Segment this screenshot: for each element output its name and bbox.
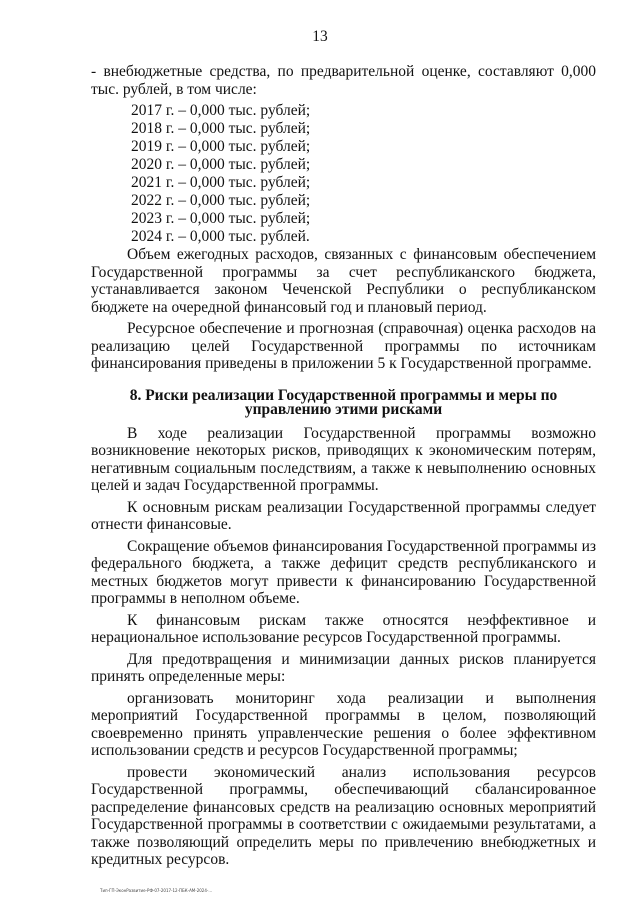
list-item: 2022 г. – 0,000 тыс. рублей;: [131, 192, 311, 209]
paragraph: К основным рискам реализации Государственной программы следует отнести финансовые.: [91, 498, 596, 533]
page-number: 13: [312, 28, 328, 45]
paragraph: Для предотвращения и минимизации данных рисков планируется принять определенные меры:: [91, 650, 596, 685]
list-item: 2017 г. – 0,000 тыс. рублей;: [131, 102, 311, 119]
document-body: [91, 63, 596, 873]
section-heading: 8. Риски реализации Государственной программы и меры по управлению этими рисками: [129, 386, 558, 418]
year-list: [91, 102, 596, 246]
paragraph: провести экономический анализ использования ресурсов Государственной программы, обеспечивающий сбалансированное распределение финансовых средств на реализацию основных мероприятий Государственной программы в соответствии с ожидаемыми результатами, а также позволяющий определить меры по привлечению внебюджетных и кредитных ресурсов.: [91, 763, 596, 868]
paragraph: Сокращение объемов финансирования Государственной программы из федерального бюджета, а также дефицит средств республиканского и местных бюджетов могут привести к финансированию Государственной программы в неполном объеме.: [91, 537, 596, 607]
intro-lead: - внебюджетные средства, по предварительной оценке, составляют 0,000 тыс. рублей, в том числе:: [91, 63, 596, 98]
paragraph: Ресурсное обеспечение и прогнозная (справочная) оценка расходов на реализацию целей Государственной программы по источникам финансирования приведены в приложении 5 к Государственной программе.: [91, 320, 596, 372]
paragraph: В ходе реализации Государственной программы возможно возникновение некоторых рисков, приводящих к экономическим потерям, негативным социальным последствиям, а также к невыполнению основных целей и задач Государственной программы.: [91, 424, 596, 494]
list-item: 2020 г. – 0,000 тыс. рублей;: [131, 156, 311, 173]
list-item: 2021 г. – 0,000 тыс. рублей;: [131, 174, 311, 191]
list-item: 2023 г. – 0,000 тыс. рублей;: [131, 210, 311, 227]
list-item: 2024 г. – 0,000 тыс. рублей.: [131, 228, 310, 245]
list-item: 2018 г. – 0,000 тыс. рублей;: [131, 120, 311, 137]
footer-file-path: Тип-ГП-ЭконРазвитие-РФ-07-2017-12-ПБК-АМ-2024-...: [100, 888, 213, 893]
paragraph: организовать мониторинг хода реализации и выполнения мероприятий Государственной программы в целом, позволяющий своевременно принять управленческие решения о более эффективном использовании средств и ресурсов Государственной программы;: [91, 689, 596, 759]
list-item: 2019 г. – 0,000 тыс. рублей;: [131, 138, 311, 155]
paragraph: Объем ежегодных расходов, связанных с финансовым обеспечением Государственной программы за счет республиканского бюджета, устанавливается законом Чеченской Республики о республиканском бюджете на очередной финансовый год и плановый период.: [91, 246, 596, 316]
paragraph: К финансовым рискам также относятся неэффективное и нерациональное использование ресурсов Государственной программы.: [91, 611, 596, 646]
